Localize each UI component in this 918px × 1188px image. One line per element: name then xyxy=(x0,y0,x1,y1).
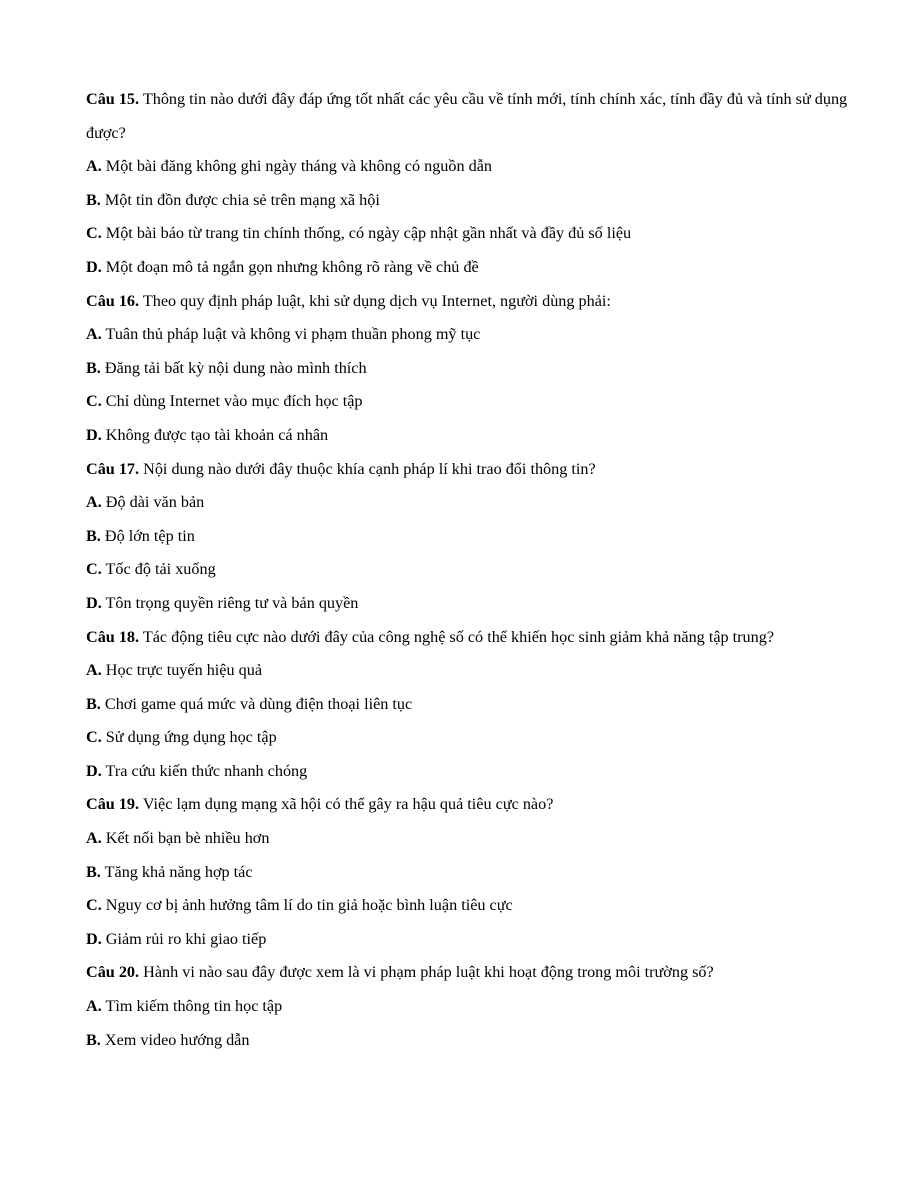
question-stem xyxy=(86,285,876,319)
option-text: Tuân thủ pháp luật và không vi phạm thuần phong mỹ tục xyxy=(105,325,481,344)
question-text: Việc lạm dụng mạng xã hội có thể gây ra hậu quả tiêu cực nào? xyxy=(142,795,554,814)
question-label: Câu 15. xyxy=(86,90,140,108)
option-text: Xem video hướng dẫn xyxy=(104,1030,250,1049)
option-c xyxy=(86,721,876,755)
option-text: Kết nối bạn bè nhiều hơn xyxy=(105,829,270,848)
option-label: B. xyxy=(86,1030,101,1049)
option-label: B. xyxy=(86,190,101,209)
option-a xyxy=(86,150,876,184)
option-label: B. xyxy=(86,526,101,545)
question-label: Câu 19. xyxy=(86,795,140,814)
option-text: Nguy cơ bị ảnh hưởng tâm lí do tin giả hoặc bình luận tiêu cực xyxy=(105,896,513,915)
question-stem xyxy=(86,83,876,150)
option-label: D. xyxy=(86,929,102,948)
option-label: C. xyxy=(86,728,102,747)
question-label: Câu 18. xyxy=(86,627,140,646)
option-a xyxy=(86,822,876,856)
question-text: Theo quy định pháp luật, khi sử dụng dịch vụ Internet, người dùng phải: xyxy=(142,291,611,310)
option-label: C. xyxy=(86,224,102,243)
option-d xyxy=(86,251,876,285)
option-d xyxy=(86,755,876,789)
question-text: Hành vi nào sau đây được xem là vi phạm pháp luật khi hoạt động trong môi trường số? xyxy=(143,963,714,982)
option-a xyxy=(86,486,876,520)
option-text: Tìm kiếm thông tin học tập xyxy=(105,997,283,1016)
option-b xyxy=(86,688,876,722)
option-text: Tốc độ tải xuống xyxy=(105,560,216,579)
option-b xyxy=(86,856,876,890)
option-text: Độ dài văn bản xyxy=(105,493,205,512)
option-text: Một bài đăng không ghi ngày tháng và không có nguồn dẫn xyxy=(105,157,492,176)
option-b xyxy=(86,1024,876,1058)
question-stem xyxy=(86,621,876,655)
option-text: Một tin đồn được chia sẻ trên mạng xã hội xyxy=(104,190,380,209)
option-b xyxy=(86,184,876,218)
option-label: A. xyxy=(86,829,102,848)
option-b xyxy=(86,352,876,386)
option-text: Học trực tuyến hiệu quả xyxy=(105,661,263,680)
option-label: B. xyxy=(86,862,101,881)
option-label: B. xyxy=(86,694,101,713)
option-c xyxy=(86,217,876,251)
option-text: Một bài báo từ trang tin chính thống, có ngày cập nhật gần nhất và đầy đủ số liệu xyxy=(105,224,632,243)
option-label: A. xyxy=(86,661,102,680)
option-label: A. xyxy=(86,325,102,344)
option-text: Đăng tải bất kỳ nội dung nào mình thích xyxy=(104,358,367,377)
option-label: A. xyxy=(86,997,102,1016)
option-c xyxy=(86,385,876,419)
option-text: Một đoạn mô tả ngắn gọn nhưng không rõ ràng về chủ đề xyxy=(105,257,479,276)
option-text: Không được tạo tài khoản cá nhân xyxy=(105,425,329,444)
option-d xyxy=(86,587,876,621)
option-text: Tôn trọng quyền riêng tư và bản quyền xyxy=(105,593,359,612)
option-label: D. xyxy=(86,761,102,780)
document-page xyxy=(86,83,876,1057)
option-d xyxy=(86,923,876,957)
question-text: Nội dung nào dưới đây thuộc khía cạnh pháp lí khi trao đổi thông tin? xyxy=(143,459,596,478)
option-label: D. xyxy=(86,593,102,612)
question-stem xyxy=(86,453,876,487)
question-stem xyxy=(86,956,876,990)
option-label: C. xyxy=(86,560,102,579)
question-text: Thông tin nào dưới đây đáp ứng tốt nhất các yêu cầu về tính mới, tính chính xác, tính đầy đủ và tính sử dụng được? xyxy=(86,90,848,142)
question-stem xyxy=(86,788,876,822)
option-text: Giảm rủi ro khi giao tiếp xyxy=(105,929,267,948)
question-18 xyxy=(86,621,876,789)
option-a xyxy=(86,654,876,688)
question-label: Câu 16. xyxy=(86,291,140,310)
option-a xyxy=(86,318,876,352)
question-17 xyxy=(86,453,876,621)
question-label: Câu 20. xyxy=(86,963,140,982)
option-c xyxy=(86,553,876,587)
question-16 xyxy=(86,285,876,453)
option-label: C. xyxy=(86,392,102,411)
option-a xyxy=(86,990,876,1024)
option-label: C. xyxy=(86,896,102,915)
option-text: Chơi game quá mức và dùng điện thoại liên tục xyxy=(104,694,413,713)
question-15 xyxy=(86,83,876,285)
question-text: Tác động tiêu cực nào dưới đây của công nghệ số có thể khiến học sinh giảm khả năng tập trung? xyxy=(142,627,774,646)
option-text: Chỉ dùng Internet vào mục đích học tập xyxy=(105,392,363,411)
option-text: Độ lớn tệp tin xyxy=(104,526,195,545)
option-label: D. xyxy=(86,257,102,276)
option-b xyxy=(86,520,876,554)
option-text: Sử dụng ứng dụng học tập xyxy=(105,728,277,747)
option-label: D. xyxy=(86,425,102,444)
option-label: A. xyxy=(86,157,102,176)
option-c xyxy=(86,889,876,923)
question-20 xyxy=(86,956,876,1057)
option-text: Tăng khả năng hợp tác xyxy=(104,862,253,881)
option-label: A. xyxy=(86,493,102,512)
option-d xyxy=(86,419,876,453)
option-text: Tra cứu kiến thức nhanh chóng xyxy=(105,761,308,780)
question-label: Câu 17. xyxy=(86,459,140,478)
question-19 xyxy=(86,788,876,956)
option-label: B. xyxy=(86,358,101,377)
